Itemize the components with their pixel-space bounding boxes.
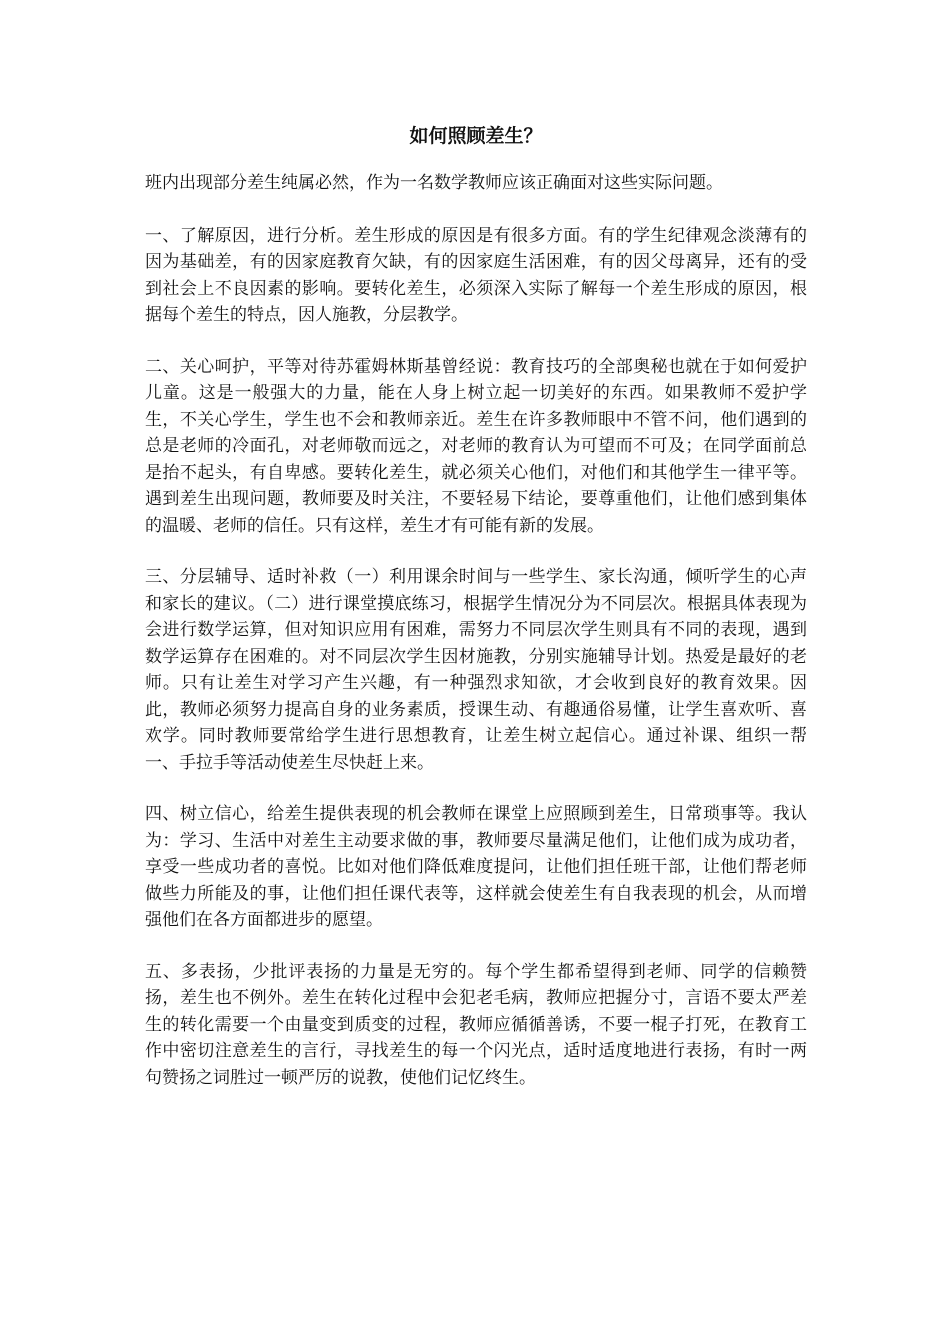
- paragraph-understand-causes: 一、了解原因，进行分析。差生形成的原因是有很多方面。有的学生纪律观念淡薄有的因为基础差，有的因家庭教育欠缺，有的因家庭生活困难，有的因父母离异，还有的受到社会上不良因素的影响。要转化差生，必须深入实际了解每一个差生形成的原因，根据每个差生的特点，因人施教，分层教学。: [145, 225, 807, 325]
- paragraph-praise: 五、多表扬，少批评表扬的力量是无穷的。每个学生都希望得到老师、同学的信赖赞扬，差生也不例外。差生在转化过程中会犯老毛病，教师应把握分寸，言语不要太严差生的转化需要一个由量变到质变的过程，教师应循循善诱，不要一棍子打死，在教育工作中密切注意差生的言行，寻找差生的每一个闪光点，适时适度地进行表扬，有时一两句赞扬之词胜过一顿严厉的说教，使他们记忆终生。: [145, 961, 807, 1088]
- document-page: [145, 122, 807, 1116]
- paragraph-build-confidence: 四、树立信心，给差生提供表现的机会教师在课堂上应照顾到差生，日常琐事等。我认为：学习、生活中对差生主动要求做的事，教师要尽量满足他们，让他们成为成功者，享受一些成功者的喜悦。比如对他们降低难度提问，让他们担任班干部，让他们帮老师做些力所能及的事，让他们担任课代表等，这样就会使差生有自我表现的机会，从而增强他们在各方面都进步的愿望。: [145, 804, 807, 930]
- paragraph-intro: 班内出现部分差生纯属必然，作为一名数学教师应该正确面对这些实际问题。: [145, 173, 723, 193]
- paragraph-care-equality: 二、关心呵护，平等对待苏霍姆林斯基曾经说：教育技巧的全部奥秘也就在于如何爱护儿童。这是一般强大的力量，能在人身上树立起一切美好的东西。如果教师不爱护学生，不关心学生，学生也不会和教师亲近。差生在许多教师眼中不管不问，他们遇到的总是老师的冷面孔，对老师敬而远之，对老师的教育认为可望而不可及；在同学面前总是抬不起头，有自卑感。要转化差生，就必须关心他们，对他们和其他学生一律平等。遇到差生出现问题，教师要及时关注，不要轻易下结论，要尊重他们，让他们感到集体的温暖、老师的信任。只有这样，差生才有可能有新的发展。: [145, 356, 807, 536]
- document-title: 如何照顾差生？: [409, 125, 543, 147]
- paragraph-layered-tutoring: 三、分层辅导、适时补救（一）利用课余时间与一些学生、家长沟通，倾听学生的心声和家长的建议。（二）进行课堂摸底练习，根据学生情况分为不同层次。根据具体表现为会进行数学运算，但对知识应用有困难，需努力不同层次学生则具有不同的表现，遇到数学运算存在困难的。对不同层次学生因材施教，分别实施辅导计划。热爱是最好的老师。只有让差生对学习产生兴趣，有一种强烈求知欲，才会收到良好的教育效果。因此，教师必须努力提高自身的业务素质，授课生动、有趣通俗易懂，让学生喜欢听、喜欢学。同时教师要常给学生进行思想教育，让差生树立起信心。通过补课、组织一帮一、手拉手等活动使差生尽快赶上来。: [145, 567, 807, 773]
